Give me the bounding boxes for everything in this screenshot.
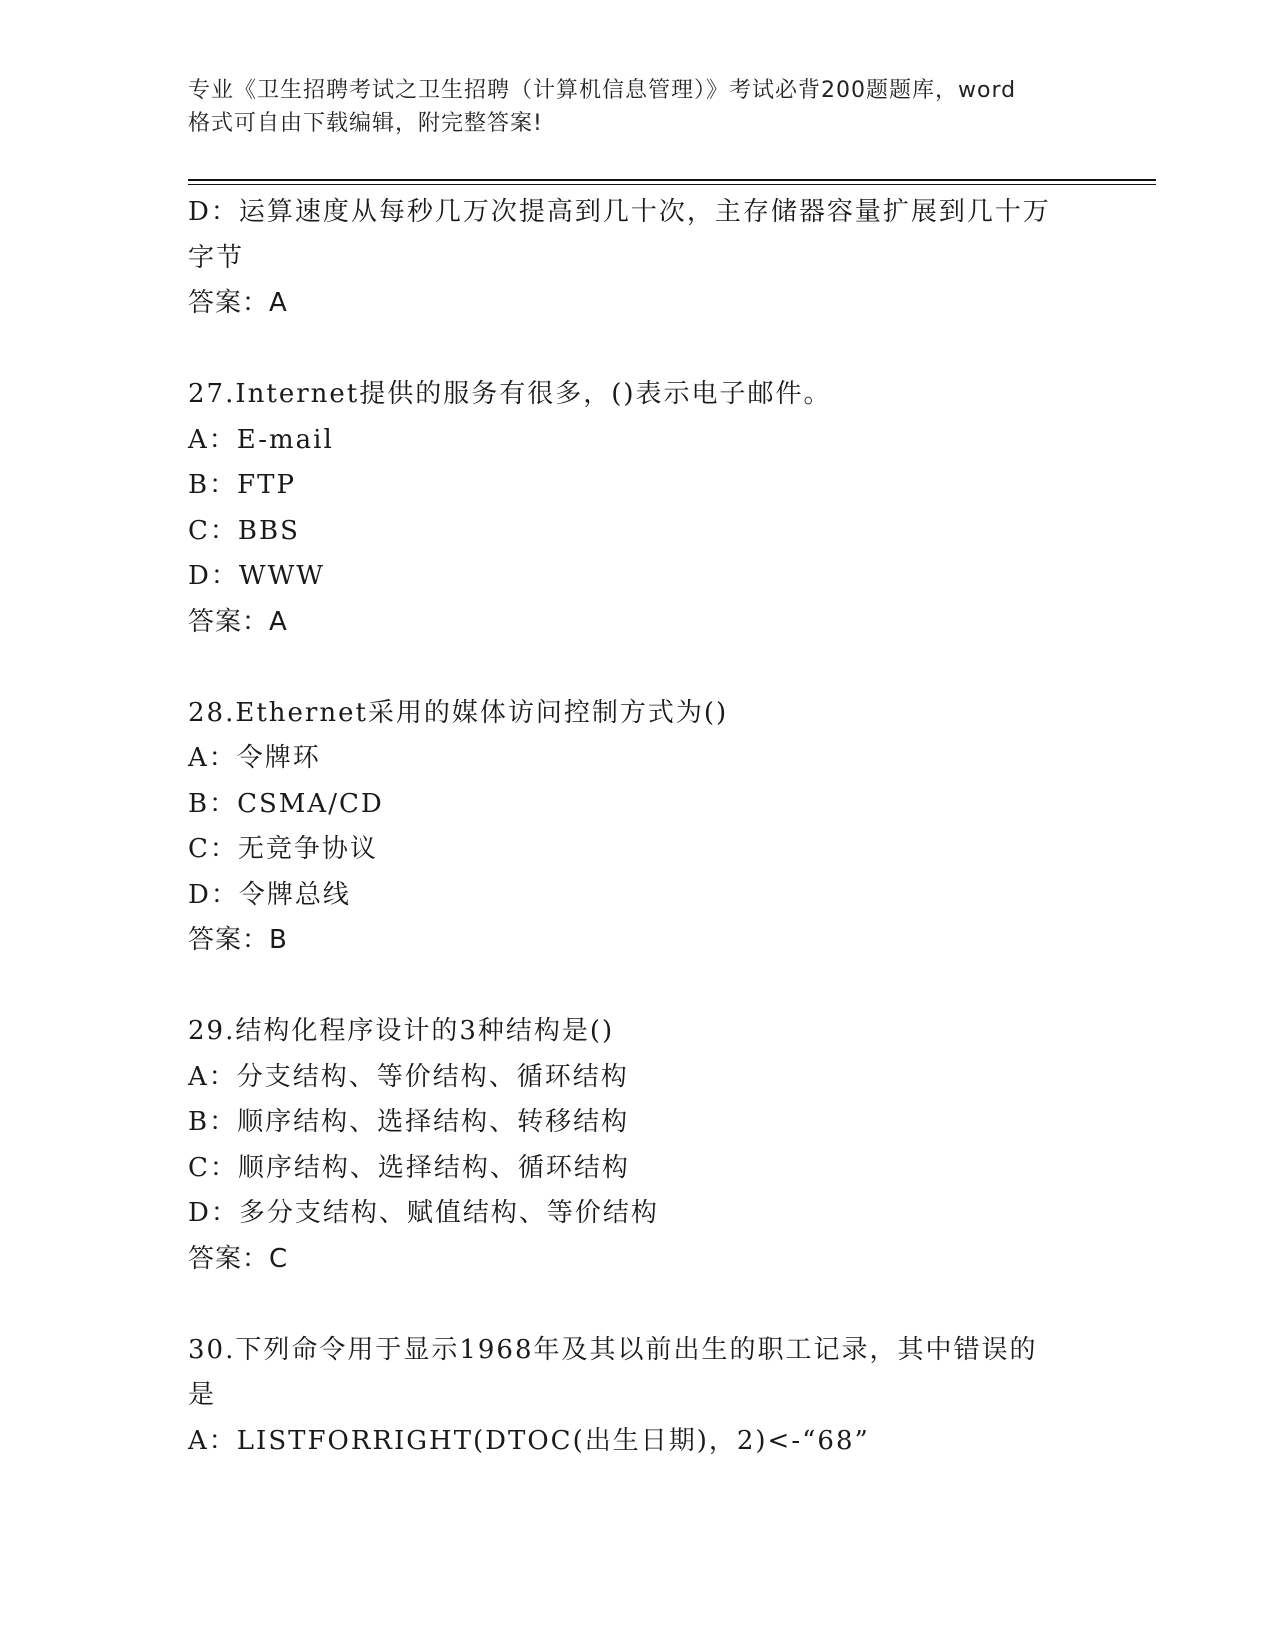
question-29	[188, 1009, 1088, 1282]
option-a: A：E-mail	[188, 424, 334, 455]
answer: 答案：C	[188, 1243, 289, 1274]
question-27	[188, 372, 1088, 645]
question-stem: 28.Ethernet采用的媒体访问控制方式为()	[188, 697, 729, 728]
answer: 答案：B	[188, 925, 288, 955]
question-stem: 27.Internet提供的服务有很多，()表示电子邮件。	[188, 379, 832, 409]
option-d-line-2: 字节	[188, 242, 245, 273]
question-26-tail	[188, 190, 1088, 327]
option-d: D：多分支结构、赋值结构、等价结构	[188, 1198, 659, 1228]
option-b: B：CSMA/CD	[188, 788, 384, 819]
spacer	[188, 327, 1088, 373]
question-30	[188, 1328, 1088, 1465]
option-d: D：令牌总线	[188, 879, 351, 910]
question-stem-line-1: 30.下列命令用于显示1968年及其以前出生的职工记录，其中错误的	[188, 1334, 1038, 1365]
option-b: B：FTP	[188, 470, 296, 500]
question-list	[188, 190, 1088, 1464]
option-b: B：顺序结构、选择结构、转移结构	[188, 1107, 630, 1137]
header-divider-thick	[188, 179, 1156, 181]
header-line-1: 专业《卫生招聘考试之卫生招聘（计算机信息管理）》考试必背200题题库，word	[188, 78, 1017, 103]
answer: 答案：A	[188, 288, 288, 318]
question-stem: 29.结构化程序设计的3种结构是()	[188, 1016, 615, 1046]
option-a: A：令牌环	[188, 743, 321, 773]
page-header	[188, 74, 1088, 140]
spacer	[188, 1282, 1088, 1328]
spacer	[188, 645, 1088, 691]
question-28	[188, 691, 1088, 964]
answer: 答案：A	[188, 606, 288, 637]
option-c: C：BBS	[188, 515, 300, 546]
question-stem-line-2: 是	[188, 1380, 217, 1410]
option-d-line-1: D：运算速度从每秒几万次提高到几十次，主存储器容量扩展到几十万	[188, 197, 1051, 227]
option-c: C：无竞争协议	[188, 834, 378, 864]
option-c: C：顺序结构、选择结构、循环结构	[188, 1152, 630, 1183]
header-line-2: 格式可自由下载编辑，附完整答案!	[188, 111, 543, 136]
option-a: A：LISTFORRIGHT(DTOC(出生日期)，2)<-“68”	[188, 1425, 870, 1456]
option-a: A：分支结构、等价结构、循环结构	[188, 1061, 629, 1092]
spacer	[188, 964, 1088, 1010]
header-divider-thin	[188, 184, 1156, 185]
option-d: D：WWW	[188, 561, 326, 591]
